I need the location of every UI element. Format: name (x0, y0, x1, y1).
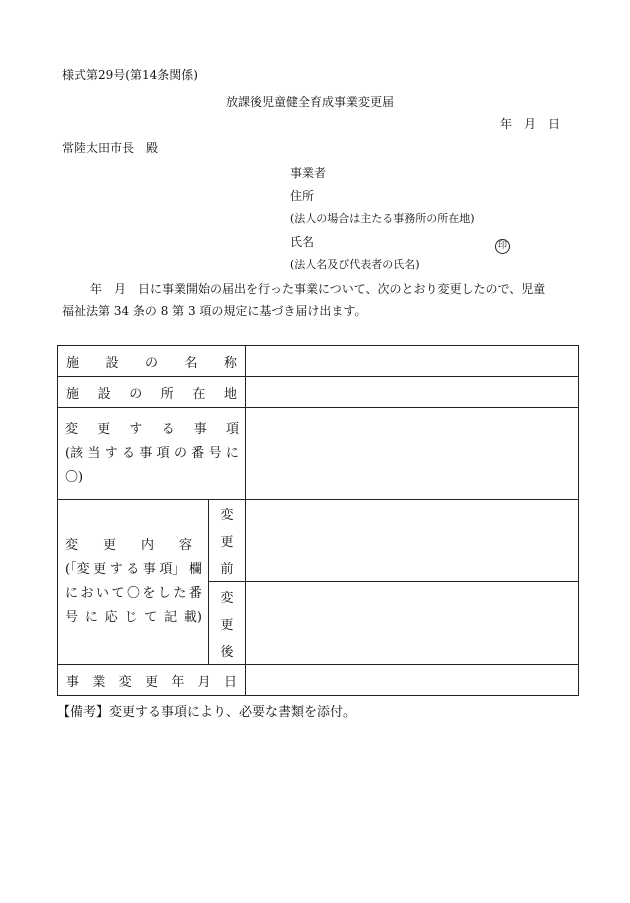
after-label: 変 更 後 (209, 582, 246, 665)
changed-items-row (58, 408, 579, 500)
seal-mark (495, 233, 510, 254)
change-date-row (58, 665, 579, 696)
change-content-label: 変 更 内 容 (「変 更 す る 事 項」 欄 に お い て 〇 を し た 番 号 に 応 じ て 記 載) (58, 500, 209, 665)
change-before-row (58, 500, 579, 582)
facility-name-field[interactable] (246, 346, 579, 377)
seal-icon: 印 (495, 239, 510, 254)
changed-items-label: 変 更 す る 事 項 (該 当 す る 事 項 の 番 号 に 〇) (58, 408, 246, 500)
facility-address-field[interactable] (246, 377, 579, 408)
address-note: (法人の場合は主たる事務所の所在地) (290, 212, 475, 225)
before-field[interactable] (246, 500, 579, 582)
facility-name-row (58, 346, 579, 377)
name-note: (法人名及び代表者の氏名) (290, 258, 420, 271)
name-label: 氏名 (290, 235, 315, 249)
facility-name-label: 施 設 の 名 称 (58, 346, 246, 377)
address-label: 住所 (290, 189, 315, 203)
before-label: 変 更 前 (209, 500, 246, 582)
changed-items-field[interactable] (246, 408, 579, 500)
change-date-label: 事 業 変 更 年 月 日 (58, 665, 246, 696)
facility-address-row (58, 377, 579, 408)
after-field[interactable] (246, 582, 579, 665)
addressee: 常陸太田市長 殿 (62, 141, 159, 155)
remarks: 【備考】変更する事項により、必要な書類を添付。 (57, 705, 357, 720)
date-line: 年 月 日 (500, 117, 561, 131)
body-line-1: 年 月 日に事業開始の届出を行った事業について、次のとおり変更したので、児童 (90, 282, 546, 296)
form-number: 様式第29号(第14条関係) (62, 68, 198, 82)
change-date-field[interactable] (246, 665, 579, 696)
business-label: 事業者 (290, 166, 327, 180)
body-line-2: 福祉法第 34 条の 8 第 3 項の規定に基づき届け出ます。 (62, 304, 367, 318)
document-title: 放課後児童健全育成事業変更届 (226, 95, 395, 109)
change-form-table (57, 345, 579, 696)
facility-address-label: 施 設 の 所 在 地 (58, 377, 246, 408)
